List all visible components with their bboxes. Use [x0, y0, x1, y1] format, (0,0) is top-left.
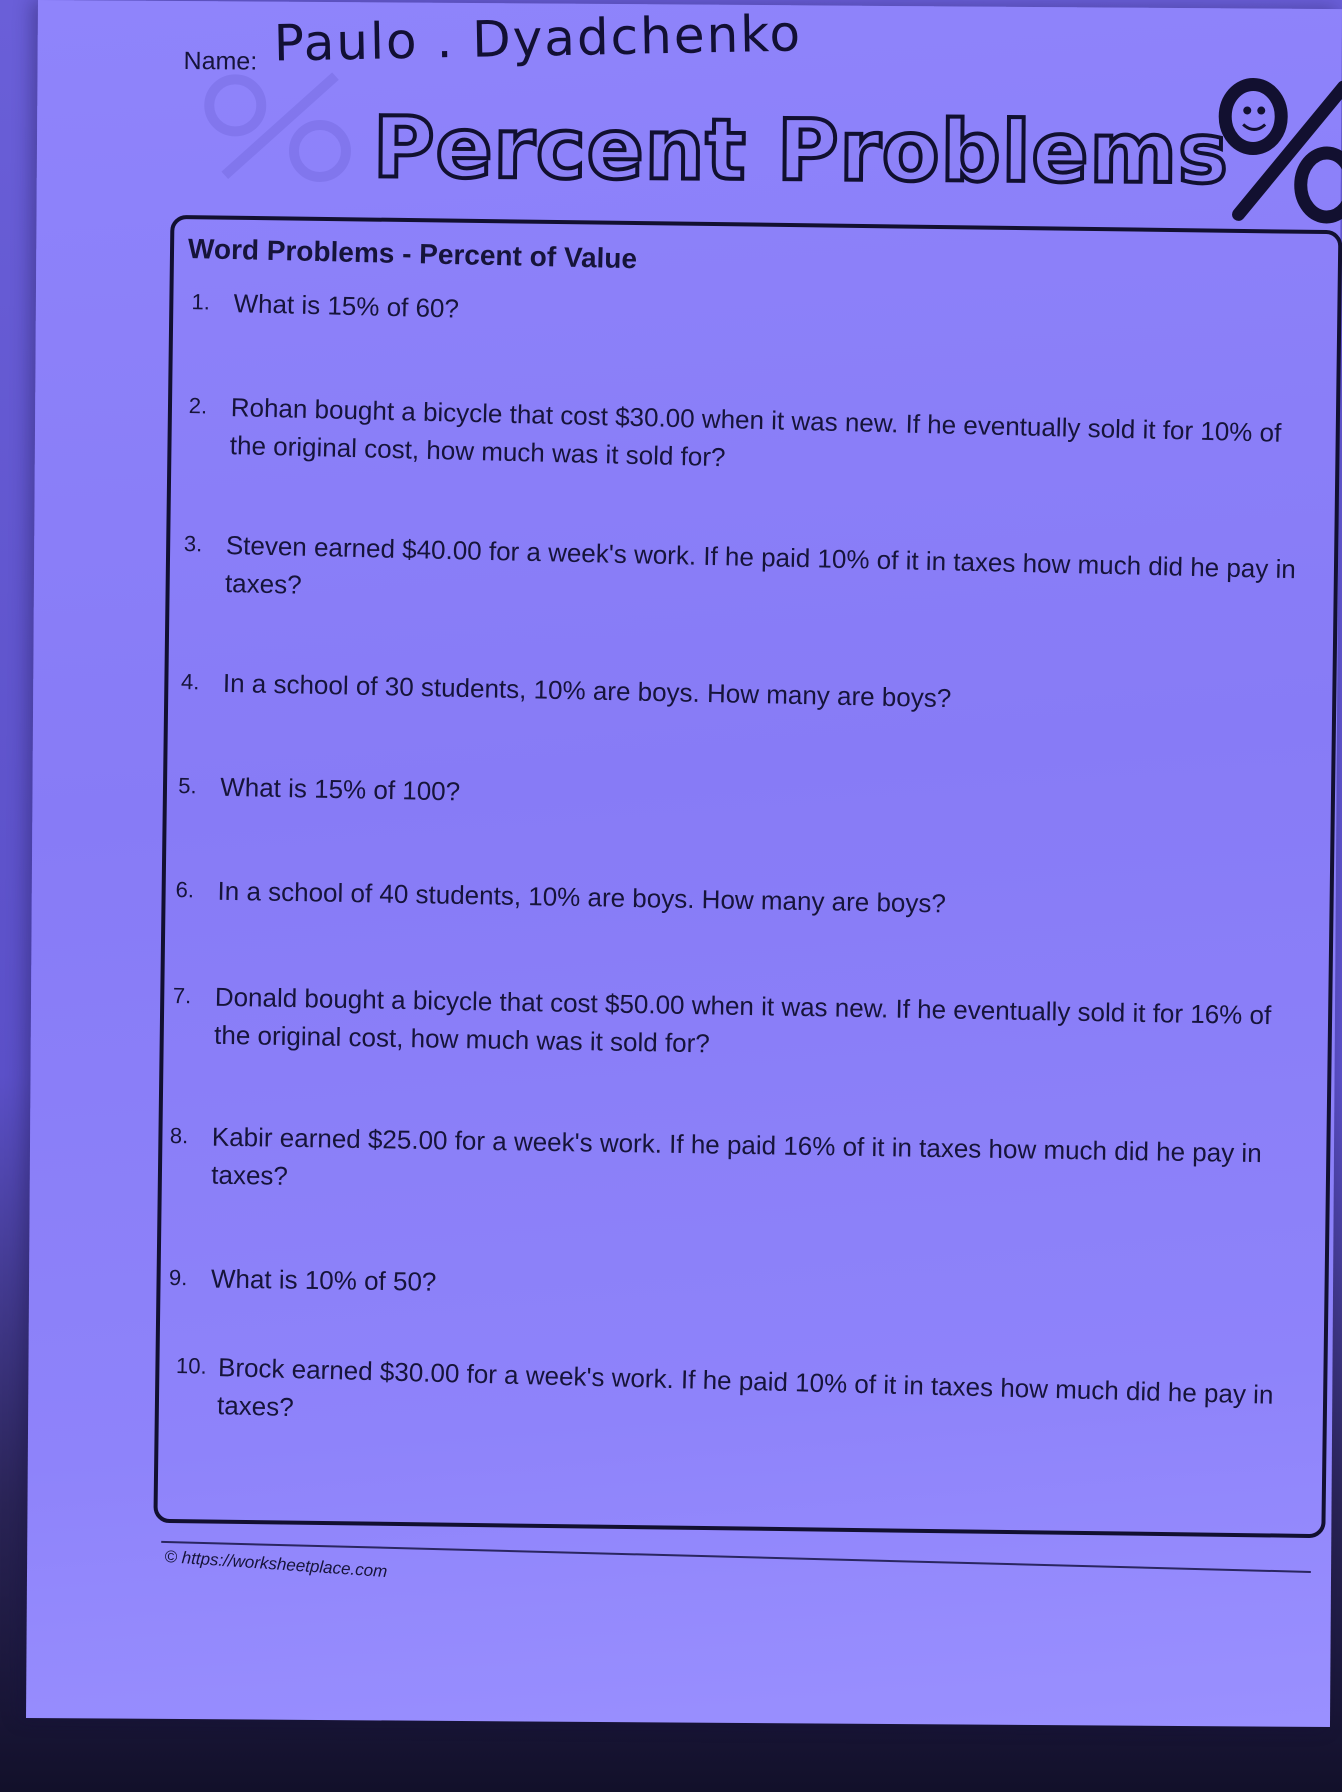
- question-number: 7.: [172, 982, 192, 1009]
- question-number: 1.: [191, 289, 211, 315]
- name-label: Name:: [183, 47, 258, 76]
- question-text: In a school of 30 students, 10% are boys. How many are boys?: [222, 667, 952, 714]
- question-number: 6.: [175, 876, 195, 903]
- footer-copyright: © https://worksheetplace.com: [163, 1546, 388, 1582]
- question-text: Brock earned $30.00 for a week's work. If he paid 10% of it in taxes how much did he pay in taxes?: [216, 1352, 1274, 1423]
- question-text: In a school of 40 students, 10% are boys. How many are boys?: [217, 875, 947, 919]
- question-number: 5.: [178, 772, 197, 799]
- question-text: What is 15% of 60?: [233, 288, 460, 324]
- question-number: 2.: [188, 393, 208, 419]
- question-text: What is 15% of 100?: [219, 771, 461, 807]
- question-number: 3.: [183, 531, 203, 557]
- question-text: Donald bought a bicycle that cost $50.00 when it was new. If he eventually sold it for 16% of the original cost, how much was it sold for?: [213, 981, 1272, 1059]
- question-number: 10.: [175, 1352, 208, 1379]
- page-title: Percent Problems: [372, 98, 1230, 203]
- smiling-percent-sign-icon: [1214, 76, 1342, 227]
- question-number: 4.: [180, 669, 200, 695]
- question-text: Steven earned $40.00 for a week's work. If he paid 10% of it in taxes how much did he pay in taxes?: [224, 529, 1297, 600]
- question-number: 8.: [169, 1122, 189, 1149]
- percent-watermark-icon: [195, 65, 366, 186]
- question-text: Rohan bought a bicycle that cost $30.00 when it was new. If he eventually sold it for 10% of the original cost, how much was it sold for?: [229, 392, 1282, 473]
- question-text: Kabir earned $25.00 for a week's work. If he paid 16% of it in taxes how much did he pay in taxes?: [211, 1121, 1262, 1191]
- worksheet-page: [26, 0, 1342, 1727]
- question-number: 9.: [168, 1264, 188, 1291]
- student-name-handwritten: Paulo . Dyadchenko: [273, 4, 803, 73]
- question-text: What is 10% of 50?: [210, 1263, 437, 1297]
- section-heading: Word Problems - Percent of Value: [187, 233, 638, 275]
